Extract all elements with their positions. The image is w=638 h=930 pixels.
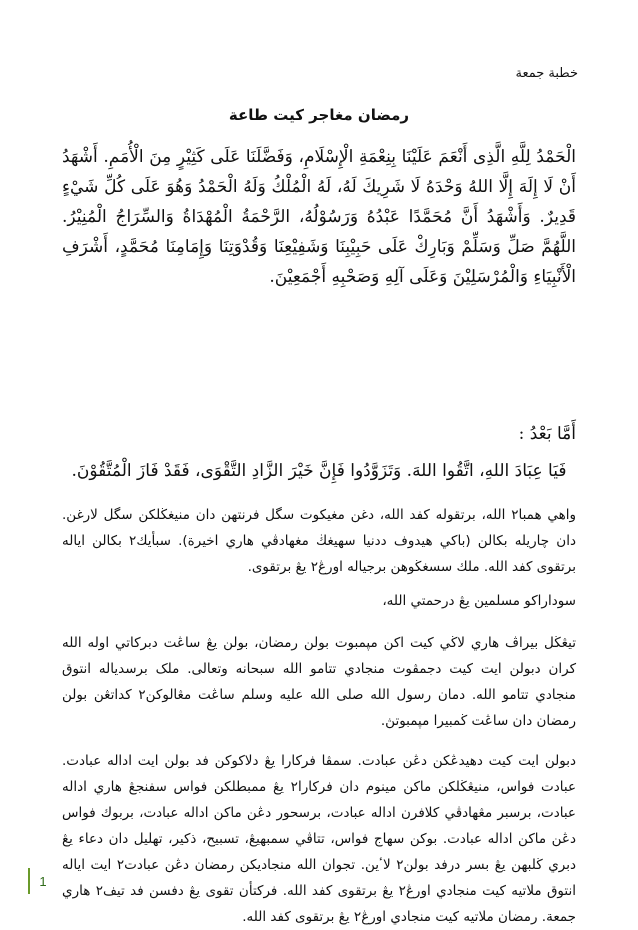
page-number-box [28,868,56,894]
page-title: رمضان مغاجر كيت طاعة [228,106,410,124]
page-number: 1 [39,873,47,889]
header-label: خطبة جمعة [515,66,578,81]
jawi-paragraph-2: تيڠڬل بيراڤ هاري لاڬي كيت اكن مپمبوت بولن رمضان، بولن يڠ ساڠت دبركاتي اوله الله كران دبولن ايت كيت دجمڤوت منجادي تتامو الله سبحانه وتعالى. ملک برسدياله انتوق منجادي تتامو الله. دمان رسول الله صلى الله عليه وسلم ساڠت مڠالوكن٢ كداتڠن بولن رمضان دان ساڠت ڬمبيرا مپمبوتڽ. [62,635,576,729]
jawi-paragraph-1: واهي همبا٢ الله، برتقوله كفد الله، دغن مغيكوت سگل فرنتهن دان منيغڬلكن سگل لارغن. دان چاريله بكالن (باكي هيدوف ددنيا سهيغڬ مغهادڤي هاري اخيرة). سبأيك٢ بكالن اياله برتقوى كفد الله. ملك سسغڬوهن برجياله اورڠ٢ يڠ برتقوى. [62,507,576,575]
opening-arabic-paragraph: الْحَمْدُ لِلَّهِ الَّذِى أَنْعَمَ عَلَيْنَا بِنِعْمَةِ الْإِسْلَامِ، وَفَضَّلَنَا عَلَى كَثِيْرٍ مِنَ الْأُمَمِ. أَشْهَدُ أَنْ لَا إِلَهَ إِلَّا اللهُ وَحْدَهُ لَا شَرِيكَ لَهُ، لَهُ الْمُلْكُ وَلَهُ الْحَمْدُ وَهُوَ عَلَى كُلِّ شَيْءٍ قَدِيرٌ. وَأَشْهَدُ أَنَّ مُحَمَّدًا عَبْدُهُ وَرَسُوْلُهُ، الرَّحْمَةُ الْمُهْدَاةُ وَالسِّرَاجُ الْمُنِيْرُ. اللَّهُمَّ صَلِّ وَسَلِّمْ وَبَارِكْ عَلَى حَبِيْبِنَا وَشَفِيْعِنَا وَقُدْوَتِنَا وَإِمَامِنَا مُحَمَّدٍ، أَشْرَفِ الْأَنْبِيَاءِ وَالْمُرْسَلِيْنَ وَعَلَى آلِهِ وَصَحْبِهِ أَجْمَعِيْنَ. [62,147,576,287]
taqwa-arabic-line: فَيَا عِبَادَ اللهِ، اتَّقُوا اللهَ. وَتَزَوَّدُوا فَإِنَّ خَيْرَ الزَّادِ التَّقْوَى، فَقَدْ فَازَ الْمُتَّقُوْنَ. [71,461,567,481]
jawi-paragraph-3: دبولن ايت كيت دهيدڠكن دڠن عبادت. سمڤا فركارا يڠ دلاكوكن فد بولن ايت اداله عبادت. عبادت فواس، منيڠڬلكن ماكن مينوم دان فركارا٢ يڠ ممبطلكن فواس سفنجڠ هاري اداله عبادت، برسبر مڠهادڤي كلافرن اداله عبادت، برسحور دڠن ماكن اداله عبادت، بربوك فواس دڠن ماكن اداله عبادت. بوكن سهاج فواس، تتاڤي سمبهيڠ، تسبيح، ذكير، تهليل دان دعاء يڠ دبري ڬلبهن يڠ بسر درفد بولن٢ لاٴين. تجوان الله منجاديكن رمضان دڠن عبادت٢ ايت اياله انتوق ملاتيه كيت منجادي اورڠ٢ يڠ برتقوى كفد الله. فركتأن تقوى يڠ دفسن فد تيف٢ هاري جمعة. رمضان ملاتيه كيت منجادي اورڠ٢ يڠ برتقوى كفد الله. [62,753,576,925]
amma-badu-heading: أَمَّا بَعْدُ : [518,424,576,444]
jawi-salutation: سوداراكو مسلمين يڠ درحمتي الله، [382,593,576,609]
